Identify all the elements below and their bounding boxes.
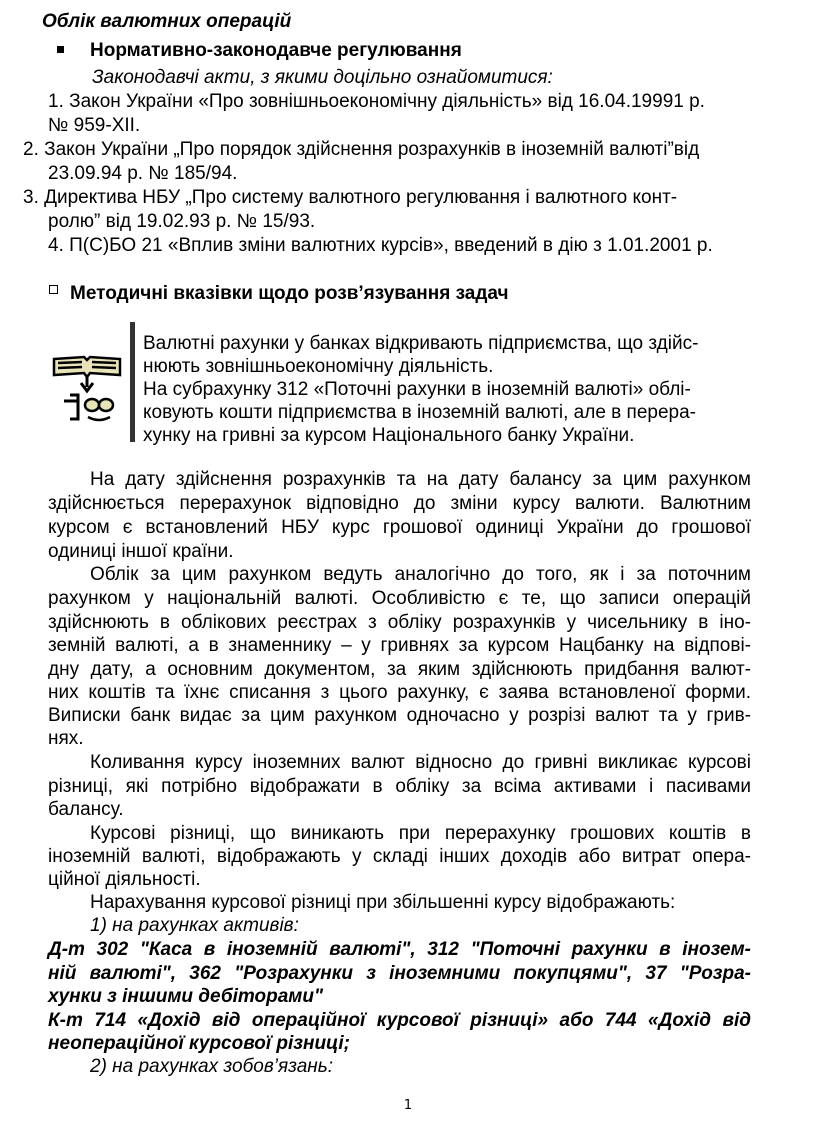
- body-line-5: Облік за цим рахунком ведуть аналогічно до того, як і за поточним: [90, 564, 751, 585]
- callout-line-3: На субрахунку 312 «Поточні рахунки в іноземній валюті» облі-: [143, 379, 691, 400]
- callout-line-4: ковують кошти підприємства в іноземній валюті, але в перера-: [143, 402, 697, 423]
- body-line-7: здійснюють в облікових реєстрах з обліку розрахунків у чисельнику в іно-: [48, 612, 751, 633]
- law-item-3: 3. Директива НБУ „Про систему валютного регулювання і валютного конт-: [23, 187, 678, 208]
- body-line-6: рахунком у національній валюті. Особливістю є те, що записи операцій: [48, 588, 751, 609]
- body-line-13: Коливання курсу іноземних валют відносно до гривні викликає курсові: [90, 752, 751, 773]
- section-heading-methods: Методичні вказівки щодо розв’язування задач: [70, 283, 509, 304]
- body-line-17: іноземній валюті, відображають у складі інших доходів або витрат опера-: [48, 846, 751, 867]
- body-line-14: різниці, які потрібно відображати в обліку за всіма активами і пасивами: [48, 776, 751, 797]
- body-line-8: земній валюті, а в знаменнику – у гривнях за курсом Нацбанку на відпові-: [48, 635, 751, 656]
- law-item-3-cont: ролю” від 19.02.93 р. № 15/93.: [48, 211, 316, 232]
- law-item-1: 1. Закон України «Про зовнішньоекономічну діяльність» від 16.04.19991 р.: [48, 91, 705, 112]
- body-line-16: Курсові різниці, що виникають при перерахунку грошових коштів в: [90, 823, 751, 844]
- body-line-18: ційної діяльності.: [48, 869, 201, 890]
- callout-line-5: хунку на гривні за курсом Національного банку України.: [143, 425, 635, 446]
- body-line-12: нях.: [48, 728, 84, 749]
- square-bullet-icon: [57, 46, 64, 53]
- callout-line-1: Валютні рахунки у банках відкривають підприємства, що здійс-: [143, 333, 699, 354]
- assets-label: 1) на рахунках активів:: [90, 915, 299, 936]
- law-item-1-cont: № 959-XII.: [48, 115, 141, 136]
- hollow-square-bullet-icon: [49, 285, 58, 294]
- law-item-4: 4. П(С)БО 21 «Вплив зміни валютних курсів», введений в дію з 1.01.2001 р.: [48, 235, 713, 256]
- body-line-11: Виписки банк видає за цим рахунком одночасно у розрізі валют та у грив-: [48, 705, 751, 726]
- body-line-4: одиниці іншої країни.: [48, 541, 234, 562]
- page-number: 1: [403, 1098, 413, 1113]
- body-line-3: курсом є встановлений НБУ курс грошової одиниці України до грошової: [48, 517, 751, 538]
- entry-line-5: неопераційної курсової різниці;: [48, 1033, 350, 1054]
- body-line-19: Нарахування курсової різниці при збільшенні курсу відображають:: [90, 892, 676, 913]
- law-item-2-cont: 23.09.94 р. № 185/94.: [48, 163, 238, 184]
- body-line-9: дну дату, а основним документом, за яким здійснюють придбання валют-: [48, 659, 751, 680]
- entry-line-2: ній валюті", 362 "Розрахунки з іноземними покупцями", 37 "Розра-: [48, 963, 751, 984]
- law-item-2: 2. Закон України „Про порядок здійснення розрахунків в іноземній валюті”від: [23, 139, 700, 160]
- body-line-1: На дату здійснення розрахунків та на дату балансу за цим рахунком: [90, 469, 751, 490]
- callout-line-2: нюють зовнішньоекономічну діяльність.: [143, 356, 494, 377]
- section-subheading: Законодавчі акти, з якими доцільно ознайомитися:: [92, 67, 553, 88]
- body-line-15: балансу.: [48, 799, 124, 820]
- callout-bar: [130, 322, 135, 442]
- body-line-2: здійснюється перерахунок відповідно до зміни курсу валюти. Валютним: [48, 493, 751, 514]
- book-reading-icon: [48, 333, 126, 425]
- section-heading-regulation: Нормативно-законодавче регулювання: [90, 40, 462, 61]
- page-title: Облік валютних операцій: [42, 11, 292, 32]
- body-line-10: них коштів та їхнє списання з цього рахунку, є заява встановленої форми.: [48, 682, 751, 703]
- entry-line-3: хунки з іншими дебіторами": [48, 986, 323, 1007]
- entry-line-4: К-т 714 «Дохід від операційної курсової різниці» або 744 «Дохід від: [48, 1010, 751, 1031]
- liabilities-label: 2) на рахунках зобов’язань:: [90, 1056, 334, 1077]
- entry-line-1: Д-т 302 "Каса в іноземній валюті", 312 "Поточні рахунки в інозем-: [48, 939, 751, 960]
